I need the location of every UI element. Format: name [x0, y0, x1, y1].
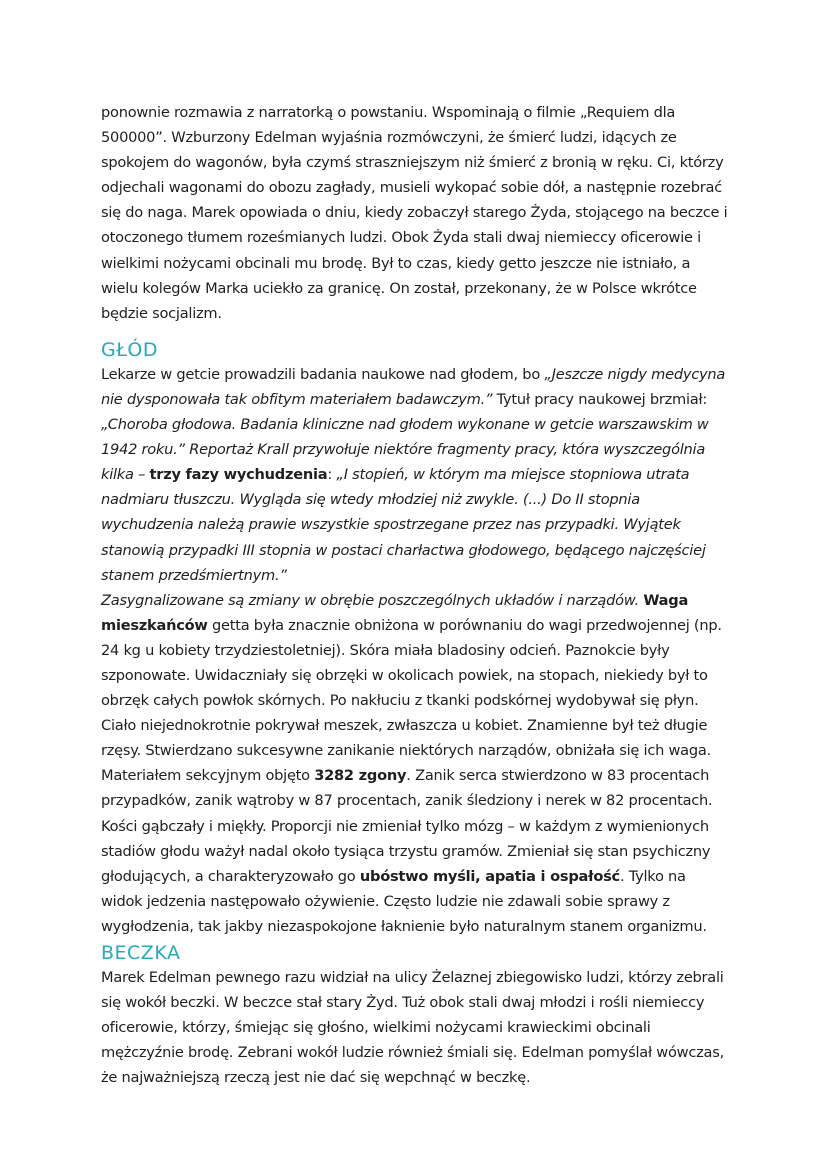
- glod-text: . Zanik serca stwierdzono w 83 procentach przypadków, zanik wątroby w 87 procentach, zanik śledziony i nerek w 82 procentach. Kości gąbczały i miękły. Proporcji nie zmieniał tylko mózg – w każdym z wymienionych stadiów głodu ważył nadal około tysiąca trzystu gramów. Zmieniał się stan psychiczny głodujących, a charakteryzowało go: [101, 767, 713, 885]
- glod-text: . Tylko na widok jedzenia następowało ożywienie. Często ludzie nie zdawali sobie sprawy z wygłodzenia, tak jakby niezaspokojone łaknienie było naturalnym stanem organizmu.: [101, 867, 707, 935]
- glod-stages-quote: „I stopień, w którym ma miejsce stopniowa utrata nadmiaru tłuszczu. Wygląda się wtedy młodziej niż zwykle. (...) Do II stopnia wychudzenia należą prawie wszystkie spostrzegane przez nas przypadki. Wyjątek stanowią przypadki III stopnia w postaci charłactwa głodowego, będącego najczęściej stanem przedśmiertnym.”: [101, 466, 706, 584]
- glod-dash: –: [133, 466, 150, 484]
- glod-organs-note: Zasygnalizowane są zmiany w obrębie poszczególnych układów i narządów.: [101, 591, 639, 609]
- beczka-paragraph: Marek Edelman pewnego razu widział na ulicy Żelaznej zbiegowisko ludzi, którzy zebrali się wokół beczki. W beczce stał stary Żyd. Tuż obok stali dwaj młodzi i rośli niemieccy oficerowie, którzy, śmiejąc się głośno, wielkimi nożycami krawieckimi obcinali mężczyźnie brodę. Zebrani wokół ludzie również śmiali się. Edelman pomyślał wówczas, że najważniejszą rzeczą jest nie dać się wepchnąć w beczkę.: [101, 969, 724, 1087]
- glod-emphasis: 3282 zgony: [314, 767, 407, 785]
- glod-colon: :: [327, 466, 337, 484]
- glod-text: Tytuł pracy naukowej brzmiał:: [492, 390, 708, 408]
- glod-study-title: „Choroba głodowa. Badania kliniczne nad głodem wykonane w getcie warszawskim w 1942 roku.” Reportaż Krall przywołuje niektóre fragmenty pracy, która wyszczególnia kilka: [101, 416, 709, 484]
- document-content: [101, 100, 731, 1090]
- section-heading-beczka: BECZKA: [101, 942, 181, 964]
- glod-emphasis: ubóstwo myśli, apatia i ospałość: [359, 867, 620, 885]
- glod-emphasis: trzy fazy wychudzenia: [149, 466, 328, 484]
- glod-quote: „Jeszcze nigdy medycyna nie dysponowała tak obfitym materiałem badawczym.”: [101, 365, 726, 408]
- glod-text: getta była znacznie obniżona w porównaniu do wagi przedwojennej (np. 24 kg u kobiety trzydziestoletniej). Skóra miała bladosiny odcień. Paznokcie były szponowate. Uwidaczniały się obrzęki w okolicach powiek, na stopach, niekiedy był to obrzęk całych powłok skórnych. Po nakłuciu z tkanki podskórnej wydobywał się płyn. Ciało niejednokrotnie pokrywał meszek, zwłaszcza u kobiet. Znamienne był też długie rzęsy. Stwierdzano sukcesywne zanikanie niektórych narządów, obniżała się ich waga. Materiałem sekcyjnym objęto: [101, 616, 722, 785]
- glod-text: Lekarze w getcie prowadzili badania naukowe nad głodem, bo: [101, 365, 545, 383]
- intro-paragraph: ponownie rozmawia z narratorką o powstaniu. Wspominają o filmie „Requiem dla 500000”. Wzburzony Edelman wyjaśnia rozmówczyni, że śmierć ludzi, idących ze spokojem do wagonów, była czymś straszniejszym niż śmierć z bronią w ręku. Ci, którzy odjechali wagonami do obozu zagłady, musieli wykopać sobie dół, a następnie rozebrać się do naga. Marek opowiada o dniu, kiedy zobaczył starego Żyda, stojącego na beczce i otoczonego tłumem roześmianych ludzi. Obok Żyda stali dwaj niemieccy oficerowie i wielkimi nożycami obcinali mu brodę. Był to czas, kiedy getto jeszcze nie istniało, a wielu kolegów Marka uciekło za granicę. On został, przekonany, że w Polsce wkrótce będzie socjalizm.: [101, 104, 728, 322]
- glod-emphasis: Waga mieszkańców: [101, 591, 689, 634]
- glod-paragraph: [101, 362, 731, 939]
- section-heading-glod: GŁÓD: [101, 338, 158, 361]
